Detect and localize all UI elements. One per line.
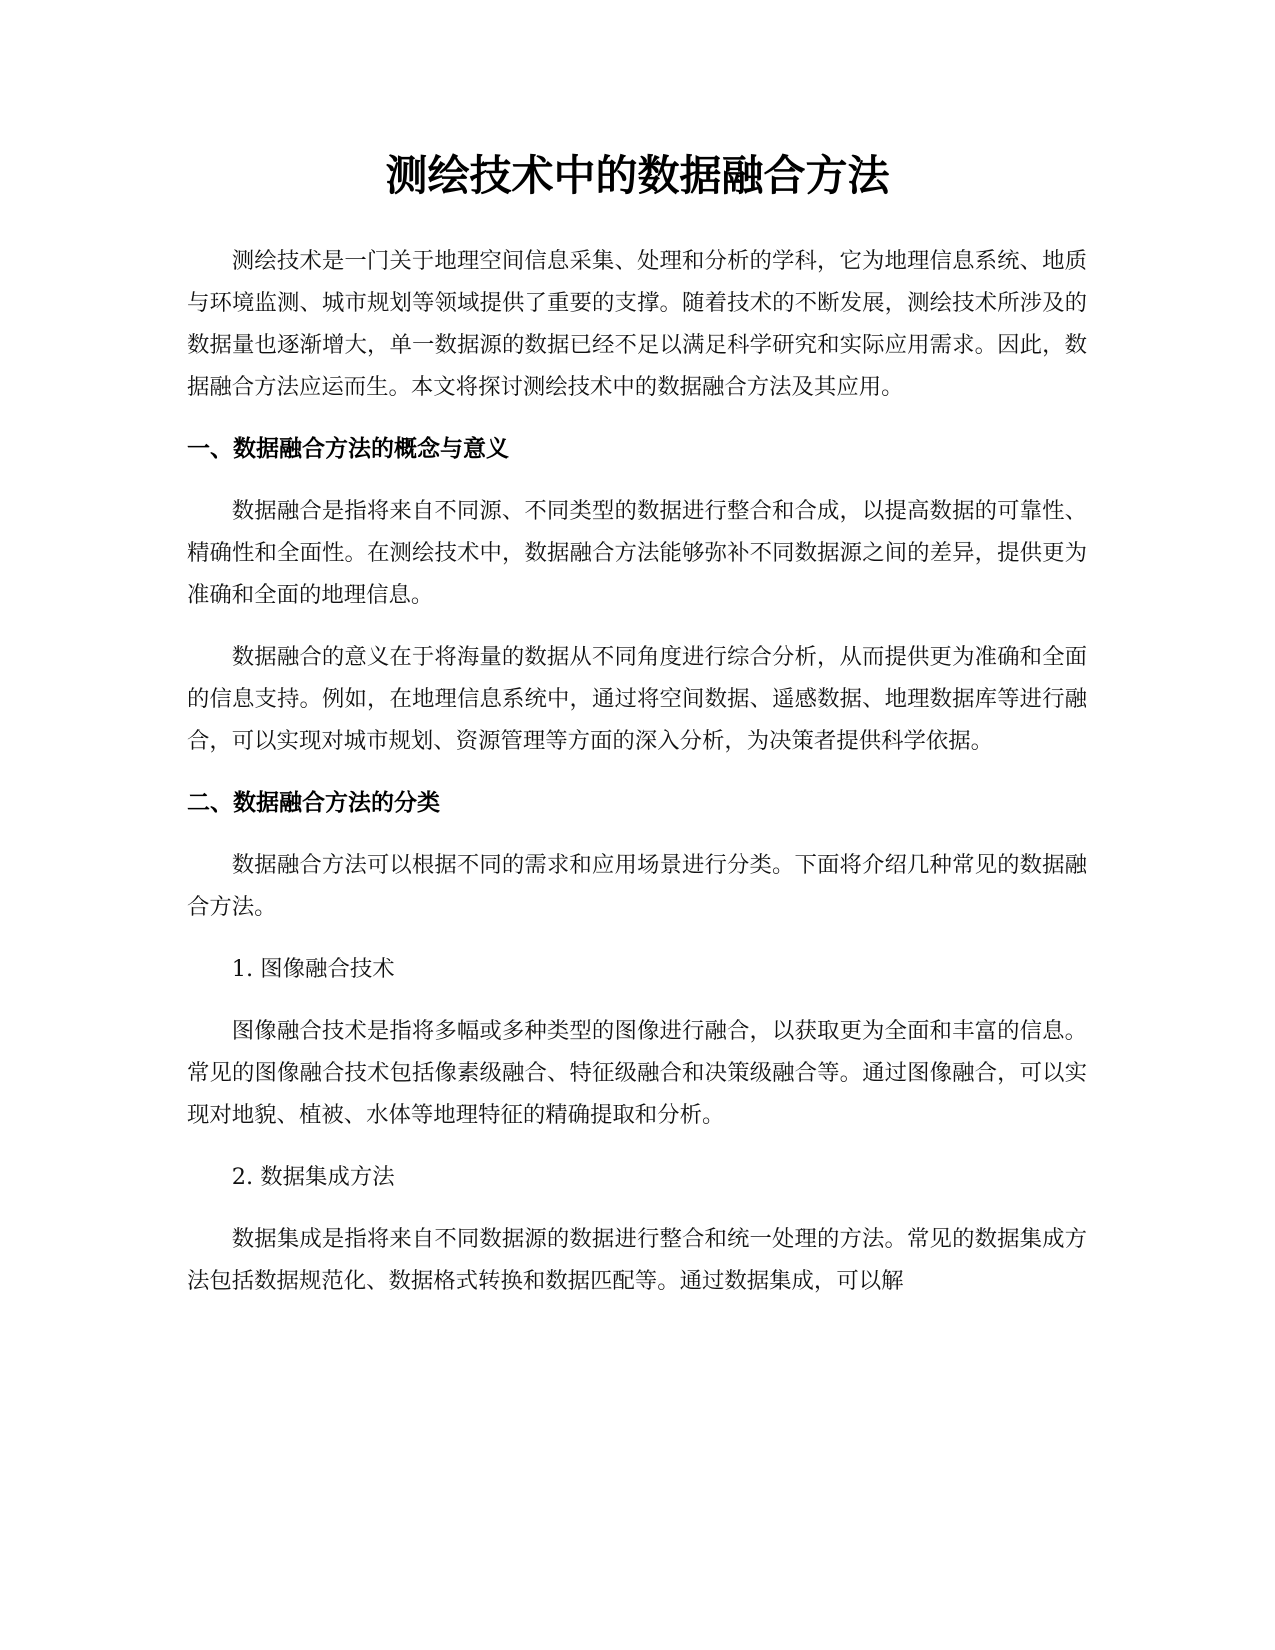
subsection-heading-data-integration: 2. 数据集成方法	[231, 1164, 395, 1190]
data-integration-paragraph: 数据集成是指将来自不同数据源的数据进行整合和统一处理的方法。常见的数据集成方法包括数据规范化、数据格式转换和数据匹配等。通过数据集成，可以解	[187, 1226, 1087, 1294]
document-body	[187, 240, 1087, 1322]
intro-paragraph: 测绘技术是一门关于地理空间信息采集、处理和分析的学科，它为地理信息系统、地质与环境监测、城市规划等领域提供了重要的支撑。随着技术的不断发展，测绘技术所涉及的数据量也逐渐增大，单一数据源的数据已经不足以满足科学研究和实际应用需求。因此，数据融合方法应运而生。本文将探讨测绘技术中的数据融合方法及其应用。	[187, 248, 1087, 400]
concept-paragraph-2: 数据融合的意义在于将海量的数据从不同角度进行综合分析，从而提供更为准确和全面的信息支持。例如，在地理信息系统中，通过将空间数据、遥感数据、地理数据库等进行融合，可以实现对城市规划、资源管理等方面的深入分析，为决策者提供科学依据。	[187, 644, 1087, 754]
classification-paragraph: 数据融合方法可以根据不同的需求和应用场景进行分类。下面将介绍几种常见的数据融合方法。	[187, 852, 1087, 920]
document-title: 测绘技术中的数据融合方法	[385, 151, 890, 200]
section-heading-concept: 一、数据融合方法的概念与意义	[187, 436, 509, 462]
section-heading-classification: 二、数据融合方法的分类	[187, 790, 440, 816]
image-fusion-paragraph: 图像融合技术是指将多幅或多种类型的图像进行融合，以获取更为全面和丰富的信息。常见的图像融合技术包括像素级融合、特征级融合和决策级融合等。通过图像融合，可以实现对地貌、植被、水体等地理特征的精确提取和分析。	[187, 1018, 1087, 1128]
concept-paragraph-1: 数据融合是指将来自不同源、不同类型的数据进行整合和合成，以提高数据的可靠性、精确性和全面性。在测绘技术中，数据融合方法能够弥补不同数据源之间的差异，提供更为准确和全面的地理信息。	[187, 498, 1087, 608]
subsection-heading-image-fusion: 1. 图像融合技术	[231, 956, 395, 982]
